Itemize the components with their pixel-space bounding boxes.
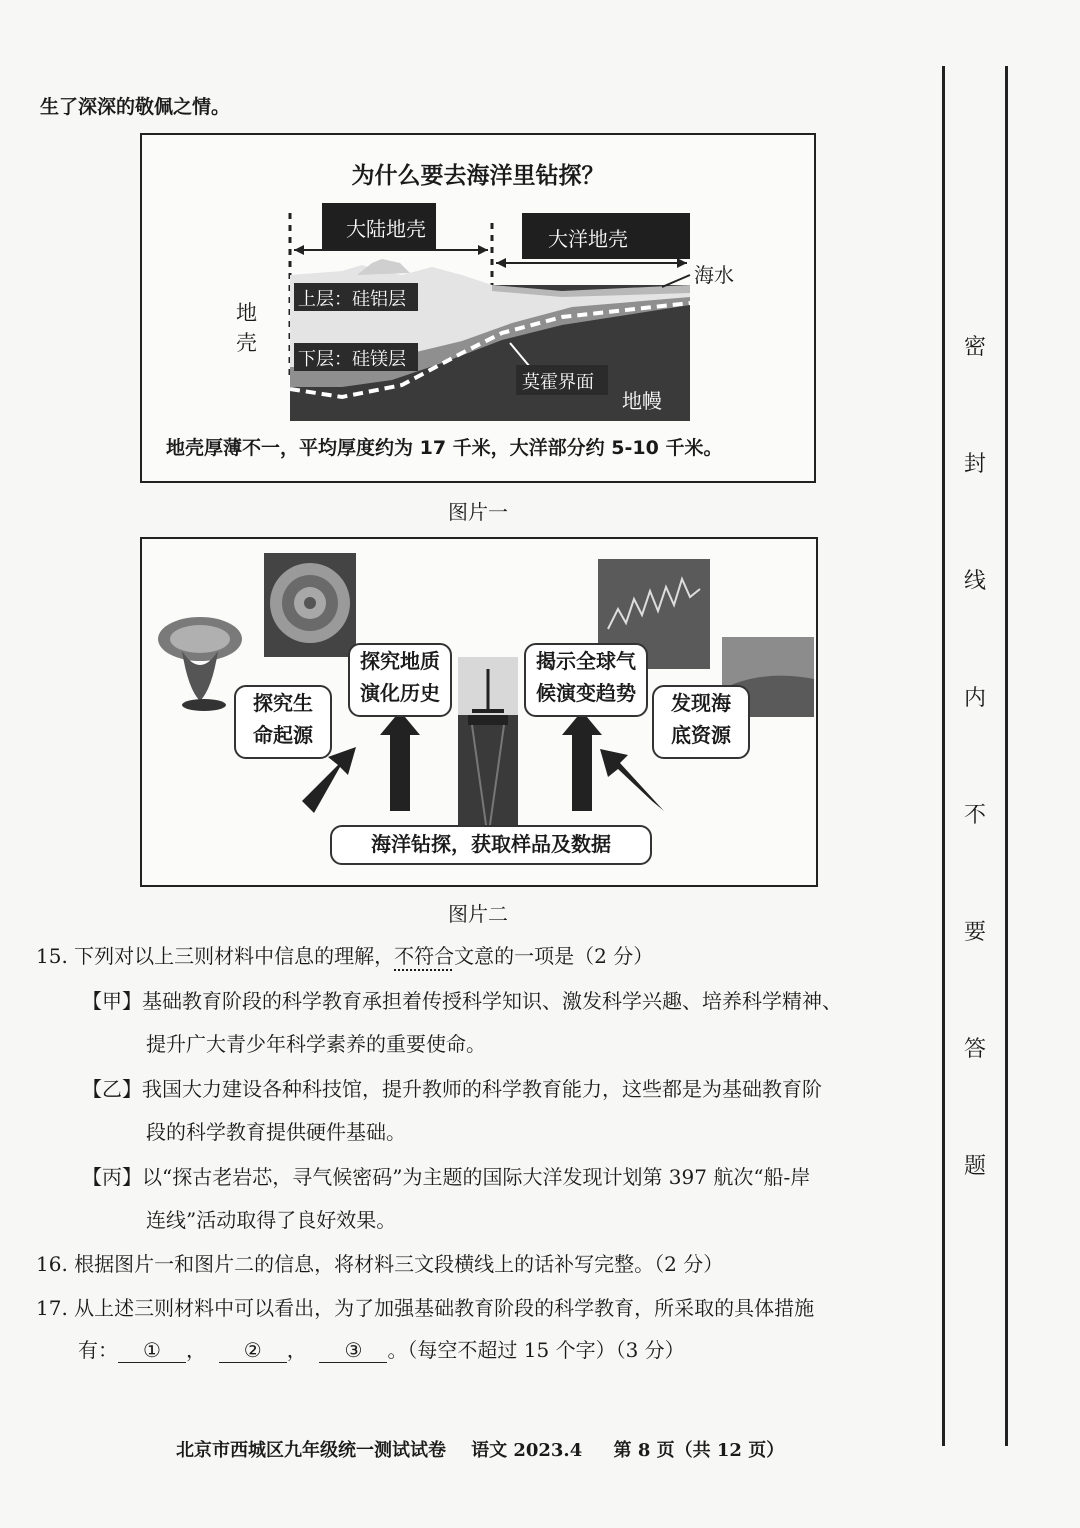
seal-char: 不 xyxy=(963,803,986,828)
figure1-title: 为什么要去海洋里钻探？ xyxy=(351,163,605,189)
page-footer: 北京市西城区九年级统一测试试卷 语文 2023.4 第 8 页（共 12 页） xyxy=(176,1440,785,1461)
seal-char: 内 xyxy=(963,686,986,711)
box-climate-trend: 揭示全球气 候演变趋势 xyxy=(524,643,648,717)
seawater-label: 海水 xyxy=(694,263,734,287)
option-bing-line2: 连线”活动取得了良好效果。 xyxy=(146,1208,397,1232)
top-line: 生了深深的敬佩之情。 xyxy=(40,96,231,118)
dotted-emphasis: 不符合 xyxy=(394,944,455,968)
box-seabed-resources: 发现海 底资源 xyxy=(652,685,750,759)
question-17-line2: 有： ① ， ② ， ③ 。（每空不超过 15 个字）（3 分） xyxy=(78,1338,685,1362)
seal-line-left xyxy=(942,66,945,1446)
figure1-caption: 图片一 xyxy=(448,500,508,524)
box-drilling-bottom: 海洋钻探，获取样品及数据 xyxy=(330,825,652,865)
arrow-up-1 xyxy=(390,731,410,811)
seal-char: 题 xyxy=(963,1154,986,1179)
figure2-caption: 图片二 xyxy=(448,902,508,926)
answer-blank-3[interactable]: ③ xyxy=(319,1338,387,1363)
question-15-stem: 15. 下列对以上三则材料中信息的理解，不符合文意的一项是（2 分） xyxy=(36,944,654,968)
crust-label-bottom: 壳 xyxy=(236,331,257,355)
upper-layer-label: 上层：硅铝层 xyxy=(298,289,406,310)
box-life-origin: 探究生 命起源 xyxy=(234,685,332,759)
seal-char: 答 xyxy=(963,1037,986,1062)
crust-label-top: 地 xyxy=(236,301,257,325)
answer-blank-2[interactable]: ② xyxy=(219,1338,287,1363)
oceanic-crust-label: 大洋地壳 xyxy=(548,227,628,251)
seal-line-right xyxy=(1005,66,1008,1446)
question-17-line1: 17. 从上述三则材料中可以看出，为了加强基础教育阶段的科学教育，所采取的具体措施 xyxy=(36,1296,815,1320)
option-yi-line1: 【乙】我国大力建设各种科技馆，提升教师的科学教育能力，这些都是为基础教育阶 xyxy=(82,1077,822,1101)
box-geologic-history: 探究地质 演化历史 xyxy=(348,643,452,717)
seal-char: 密 xyxy=(963,335,986,360)
mantle-label: 地幔 xyxy=(622,389,662,413)
lower-layer-label: 下层：硅镁层 xyxy=(298,349,406,370)
arrow-up-2 xyxy=(572,731,592,811)
continental-crust-label: 大陆地壳 xyxy=(346,217,426,241)
option-bing-line1: 【丙】以“探古老岩芯，寻气候密码”为主题的国际大洋发现计划第 397 航次“船-岸 xyxy=(82,1165,811,1189)
figure1-note: 地壳厚薄不一，平均厚度约为 17 千米，大洋部分约 5-10 千米。 xyxy=(166,437,723,459)
seal-char: 要 xyxy=(963,920,986,945)
option-jia-line2: 提升广大青少年科学素养的重要使命。 xyxy=(146,1032,486,1056)
seal-char: 封 xyxy=(963,452,986,477)
figure-ocean-drilling xyxy=(140,537,818,887)
answer-blank-1[interactable]: ① xyxy=(118,1338,186,1363)
option-jia-line1: 【甲】基础教育阶段的科学教育承担着传授科学知识、激发科学兴趣、培养科学精神、 xyxy=(82,989,842,1013)
question-16: 16. 根据图片一和图片二的信息，将材料三文段横线上的话补写完整。（2 分） xyxy=(36,1252,724,1276)
moho-label: 莫霍界面 xyxy=(522,372,594,393)
figure-crust-diagram xyxy=(140,133,816,483)
arrow-up-right xyxy=(600,749,664,811)
option-yi-line2: 段的科学教育提供硬件基础。 xyxy=(146,1120,406,1144)
seal-char: 线 xyxy=(963,569,986,594)
